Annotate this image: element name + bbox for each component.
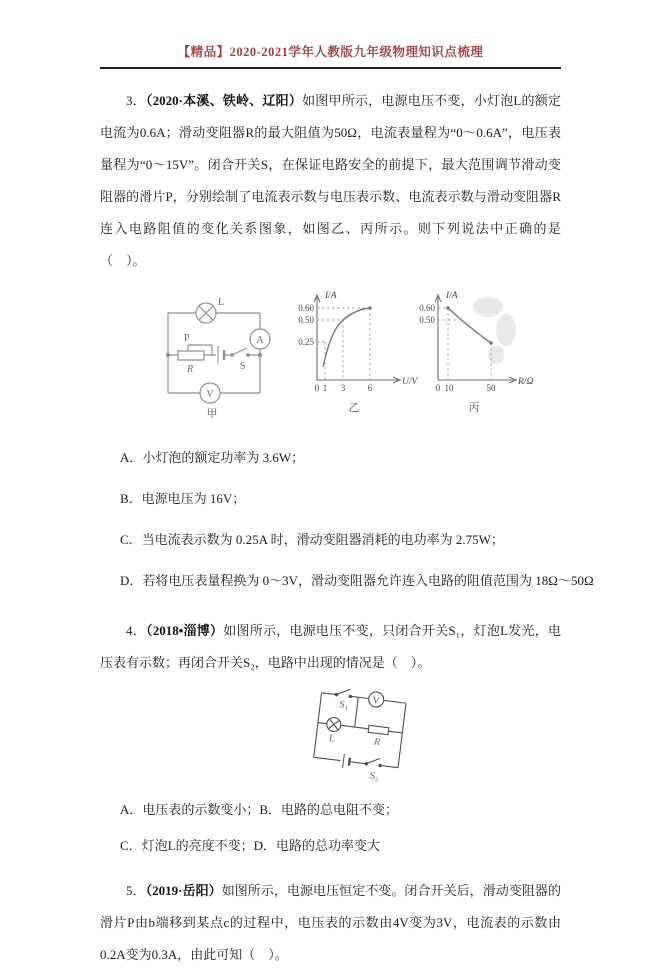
q4-option-ab: A．电压表的示数变小；B．电路的总电阻不变； — [120, 802, 399, 817]
q3-graph-yi-caption: 乙 — [348, 402, 360, 414]
bing-xtick-10: 10 — [444, 383, 454, 393]
lamp-icon — [196, 303, 216, 323]
yi-curve — [323, 308, 370, 367]
slider-label: P — [184, 333, 190, 344]
switch-s2-icon — [365, 757, 382, 767]
battery-icon — [218, 346, 224, 364]
q3-option-d: D．若将电压表量程换为 0～3V，滑动变阻器允许连入电路的阻值范围为 18Ω～50Ω — [120, 573, 594, 588]
page-content — [100, 0, 594, 971]
yi-xtick-3: 3 — [340, 383, 346, 393]
yi-xlabel: U/V — [402, 377, 418, 387]
question-4-body: 如图所示，电源电压不变，只闭合开关S₁，灯泡L发光，电压表有示数；再闭合开关S₂，电路中出现的情况是（ ）。 — [100, 623, 561, 670]
bing-ytick-060: 0.60 — [419, 303, 435, 313]
question-4-figure — [100, 683, 561, 785]
question-4-paragraph — [100, 615, 561, 679]
question-3-number: 3． — [126, 93, 146, 108]
question-4-source: （2018•淄博） — [145, 623, 224, 638]
bing-ytick-050: 0.50 — [419, 315, 435, 325]
question-4-options — [120, 803, 561, 852]
s2-label: S₂ — [369, 770, 380, 783]
yi-xtick-1: 1 — [322, 383, 328, 393]
voltmeter-label: V — [371, 695, 381, 707]
rheostat-icon — [178, 345, 212, 360]
q3-option-c: C．当电流表示数为 0.25A 时，滑动变阻器消耗的电功率为 2.75W； — [120, 532, 504, 547]
q3-option-a: A．小灯泡的额定功率为 3.6W； — [120, 450, 305, 465]
question-3-source: （2020·本溪、铁岭、辽阳） — [145, 93, 303, 108]
resistor-label: R — [373, 736, 381, 749]
question-3-body: 如图甲所示，电源电压不变，小灯泡L的额定电流为0.6A；滑动变阻器R的最大阻值为50Ω，电流表量程为“0～0.6A”，电压表量程为“0～15V”。闭合开关S，在保证电路安全的前提下，最大范围调节滑动变阻器的滑片P，分别绘制了电流表示数与电压表示数、电流表示数与滑动变阻器R连入电路阻值的变化关系图象，如图乙、丙所示。则下列说法中正确的是（ ）。 — [100, 93, 561, 268]
q3-circuit-diagram — [158, 293, 273, 419]
voltmeter-label: V — [206, 389, 214, 400]
scan-smudge — [473, 297, 516, 364]
lamp-icon — [326, 717, 342, 733]
q3-graph-bing-caption: 丙 — [468, 402, 480, 414]
switch-icon — [231, 348, 250, 356]
bing-xtick-0: 0 — [435, 383, 441, 393]
q3-graph-yi — [292, 285, 418, 415]
bing-xtick-50: 50 — [486, 383, 496, 393]
q3-option-b: B．电源电压为 16V； — [120, 491, 246, 506]
q3-circuit-caption: 甲 — [206, 408, 218, 420]
q4-option-cd: C．灯泡L的亮度不变；D．电路的总功率变大 — [120, 838, 381, 853]
switch-s1-icon — [335, 688, 352, 698]
q3-graph-bing — [416, 285, 534, 415]
question-3-options — [120, 450, 594, 588]
yi-xtick-0: 0 — [314, 383, 320, 393]
s1-label: S₁ — [338, 699, 349, 712]
header-title: 【精品】2020-2021学年人教版九年级物理知识点梳理 — [177, 45, 484, 59]
rheostat-label: R — [187, 364, 194, 375]
resistor-icon — [368, 725, 389, 734]
lamp-label: L — [218, 297, 225, 308]
yi-ytick-060: 0.60 — [298, 303, 314, 313]
switch-label: S — [240, 361, 246, 372]
question-4-number: 4． — [126, 623, 146, 638]
battery-icon — [343, 754, 351, 769]
question-3-figure — [100, 285, 561, 421]
yi-ylabel: I/A — [325, 291, 337, 301]
yi-ytick-050: 0.50 — [298, 315, 314, 325]
question-5-body: 如图所示，电源电压恒定不变。闭合开关后，滑动变阻器的滑片P由b端移到某点c的过程中，电压表的示数由4V变为3V，电流表的示数由0.2A变为0.3A，由此可知（ ）。 — [100, 883, 561, 962]
question-5-paragraph — [100, 875, 561, 971]
yi-ytick-025: 0.25 — [298, 337, 314, 347]
question-3-paragraph — [100, 85, 561, 277]
lamp-label: L — [328, 733, 336, 745]
bing-xlabel: R/Ω — [518, 377, 534, 387]
question-5-number: 5． — [126, 883, 146, 898]
question-5-source: （2019·岳阳） — [145, 883, 222, 898]
document-header — [100, 0, 561, 69]
bing-ylabel: I/A — [446, 291, 458, 301]
ammeter-label: A — [256, 335, 264, 346]
yi-xtick-6: 6 — [367, 383, 373, 393]
q4-circuit-diagram — [292, 683, 432, 785]
